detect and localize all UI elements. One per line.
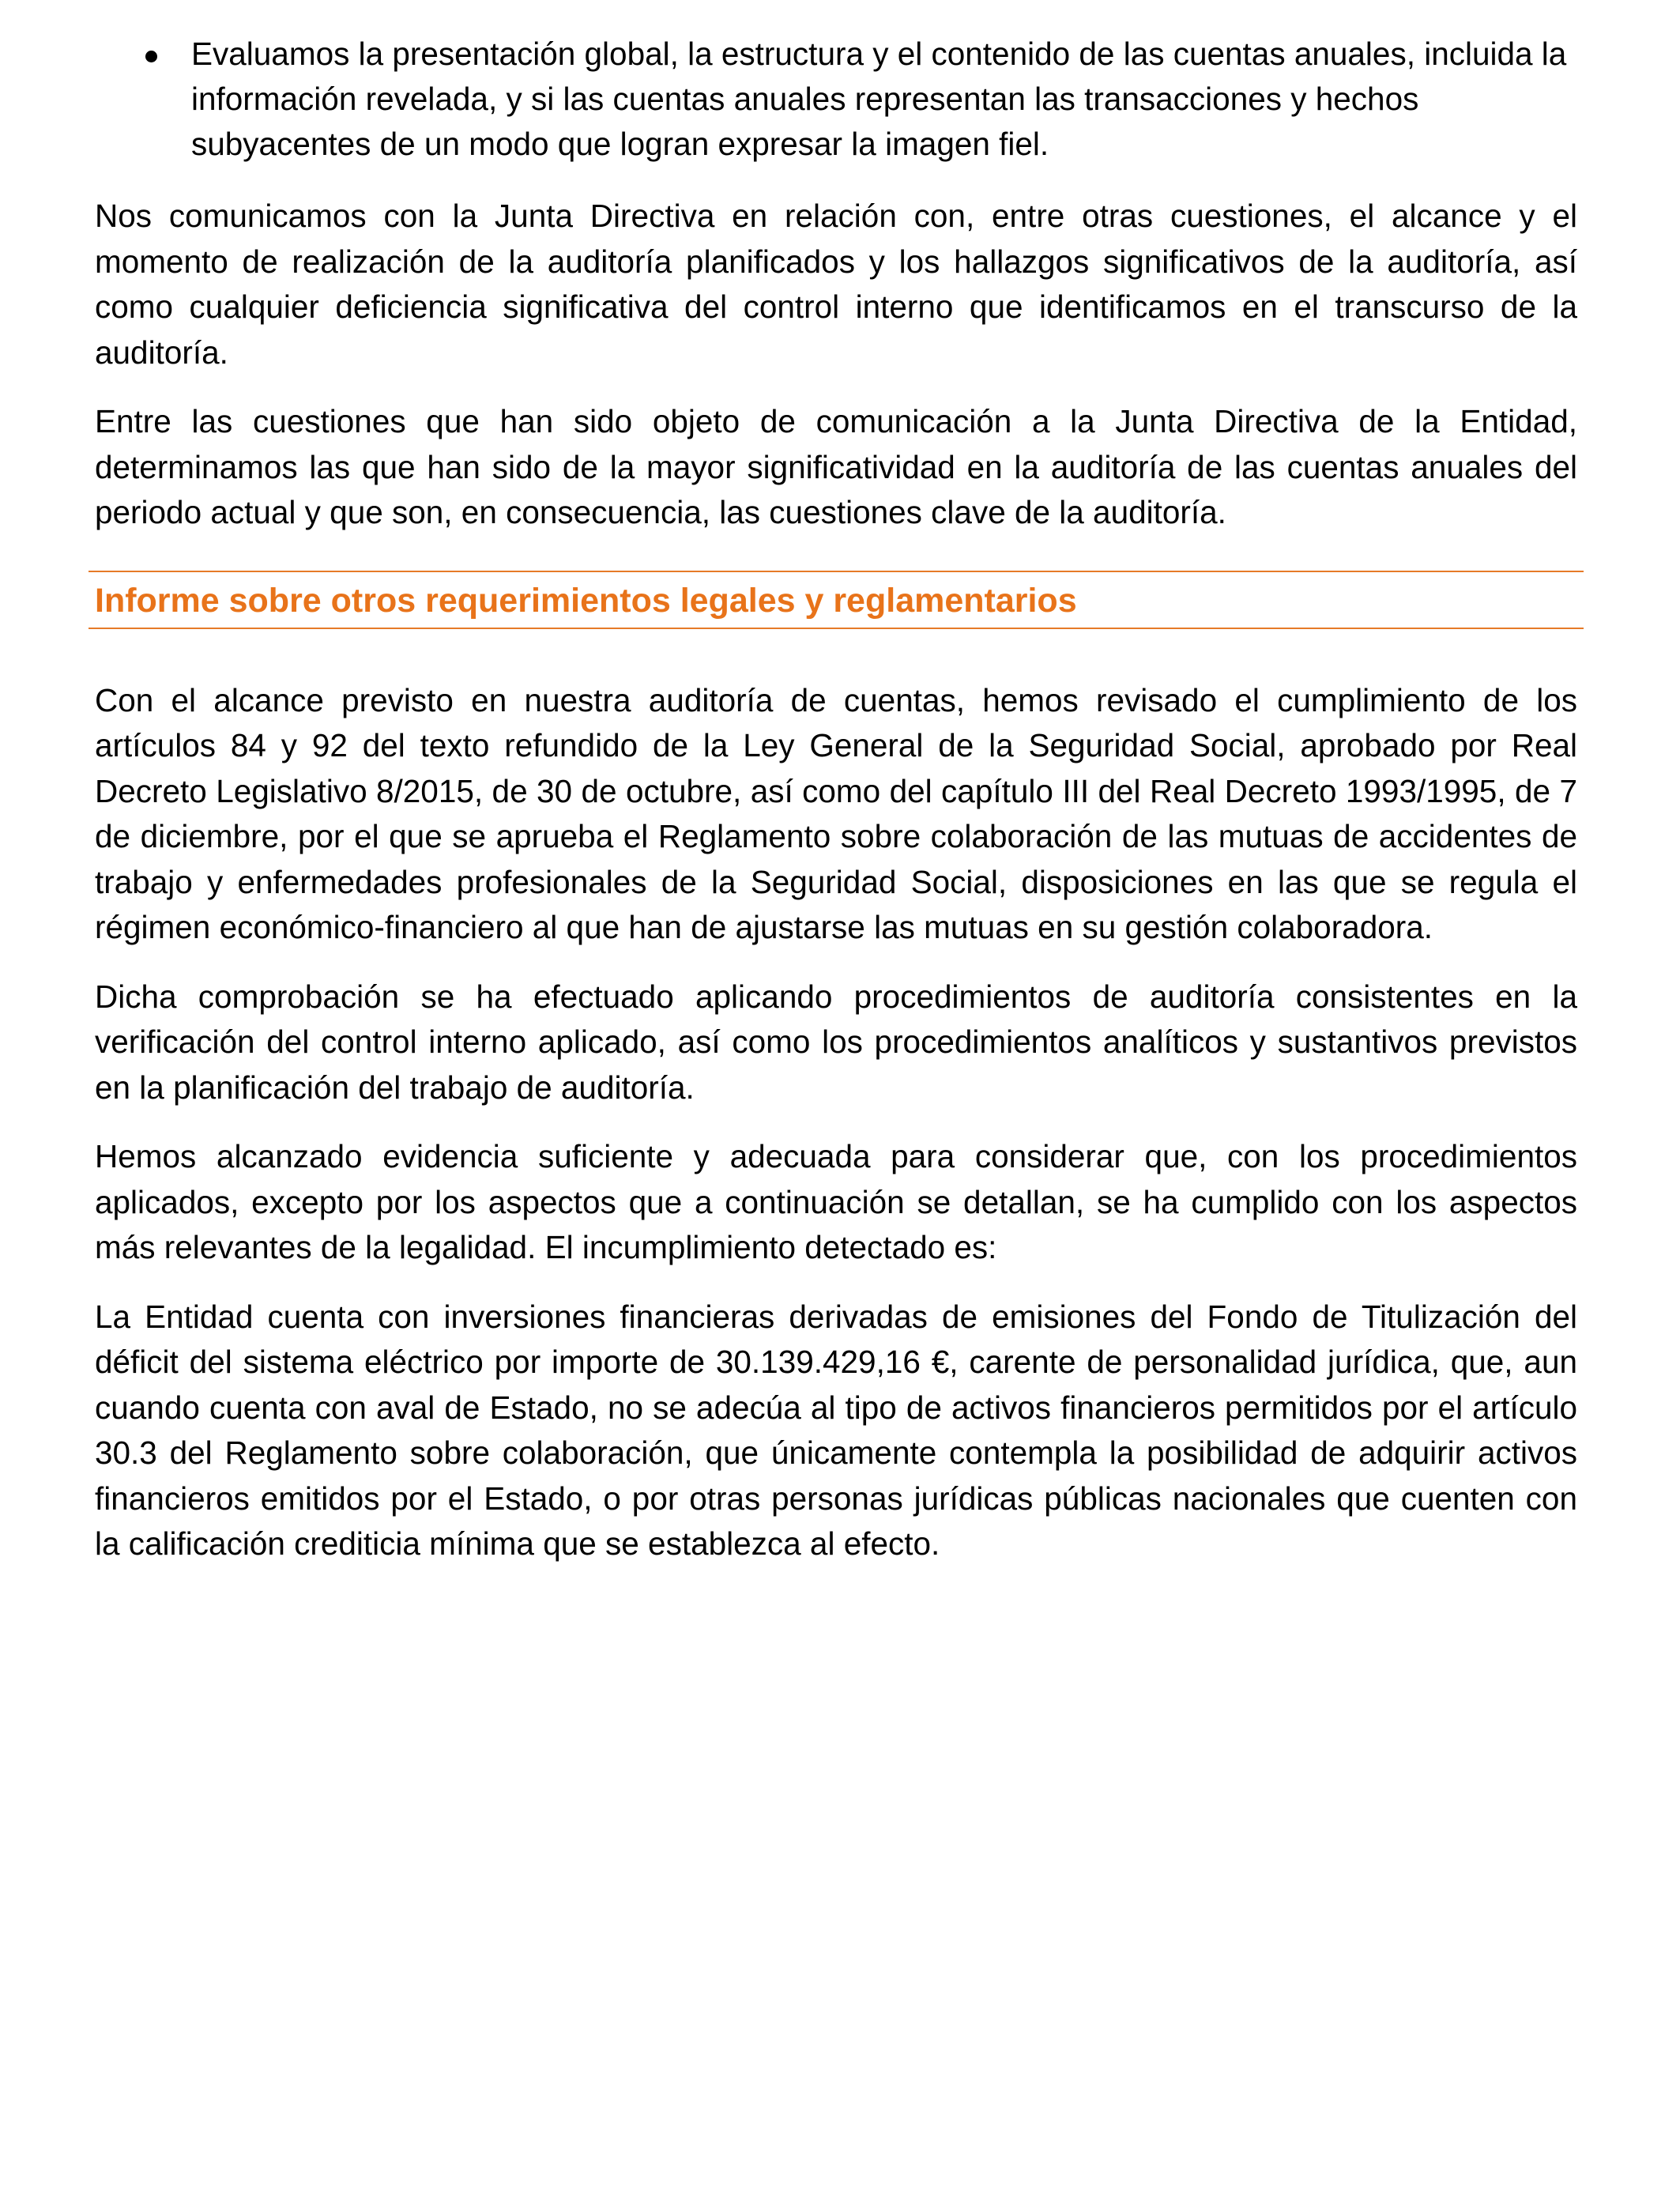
bullet-list-item xyxy=(95,32,1577,167)
document-page xyxy=(95,32,1577,1591)
paragraph-communication: Nos comunicamos con la Junta Directiva en relación con, entre otras cuestiones, el alcance y el momento de realización de la auditoría planificados y los hallazgos significativos de la auditoría, así como cualquier deficiencia significativa del control interno que identificamos en el transcurso de la auditoría. xyxy=(95,198,1577,371)
section-heading: Informe sobre otros requerimientos legales y reglamentarios xyxy=(89,571,1584,629)
paragraph-scope: Con el alcance previsto en nuestra auditoría de cuentas, hemos revisado el cumplimiento de los artículos 84 y 92 del texto refundido de la Ley General de la Seguridad Social, aprobado por Real Decreto Legislativo 8/2015, de 30 de octubre, así como del capítulo III del Real Decreto 1993/1995, de 7 de diciembre, por el que se aprueba el Reglamento sobre colaboración de las mutuas de accidentes de trabajo y enfermedades profesionales de la Seguridad Social, disposiciones en las que se regula el régimen económico-financiero al que han de ajustarse las mutuas en su gestión colaboradora. xyxy=(95,681,1577,945)
paragraph-noncompliance: La Entidad cuenta con inversiones financieras derivadas de emisiones del Fondo de Titulización del déficit del sistema eléctrico por importe de 30.139.429,16 €, carente de personalidad jurídica, que, aun cuando cuenta con aval de Estado, no se adecúa al tipo de activos financieros permitidos por el artículo 30.3 del Reglamento sobre colaboración, que únicamente contempla la posibilidad de adquirir activos financieros emitidos por el Estado, o por otras personas jurídicas públicas nacionales que cuenten con la calificación crediticia mínima que se establezca al efecto. xyxy=(95,1298,1577,1562)
bullet-icon xyxy=(145,51,157,62)
paragraph-key-matters: Entre las cuestiones que han sido objeto de comunicación a la Junta Directiva de la Entidad, determinamos las que han sido de la mayor significatividad en la auditoría de las cuentas anuales del periodo actual y que son, en consecuencia, las cuestiones clave de la auditoría. xyxy=(95,403,1577,530)
paragraph-evidence: Hemos alcanzado evidencia suficiente y adecuada para considerar que, con los procedimientos aplicados, excepto por los aspectos que a continuación se detallan, se ha cumplido con los aspectos más relevantes de la legalidad. El incumplimiento detectado es: xyxy=(95,1138,1577,1265)
paragraph-verification: Dicha comprobación se ha efectuado aplicando procedimientos de auditoría consistentes en la verificación del control interno aplicado, así como los procedimientos analíticos y sustantivos previstos en la planificación del trabajo de auditoría. xyxy=(95,978,1577,1106)
bullet-text: Evaluamos la presentación global, la estructura y el contenido de las cuentas anuales, incluida la información revelada, y si las cuentas anuales representan las transacciones y hechos subyacentes de un modo que logran expresar la imagen fiel. xyxy=(191,36,1567,162)
